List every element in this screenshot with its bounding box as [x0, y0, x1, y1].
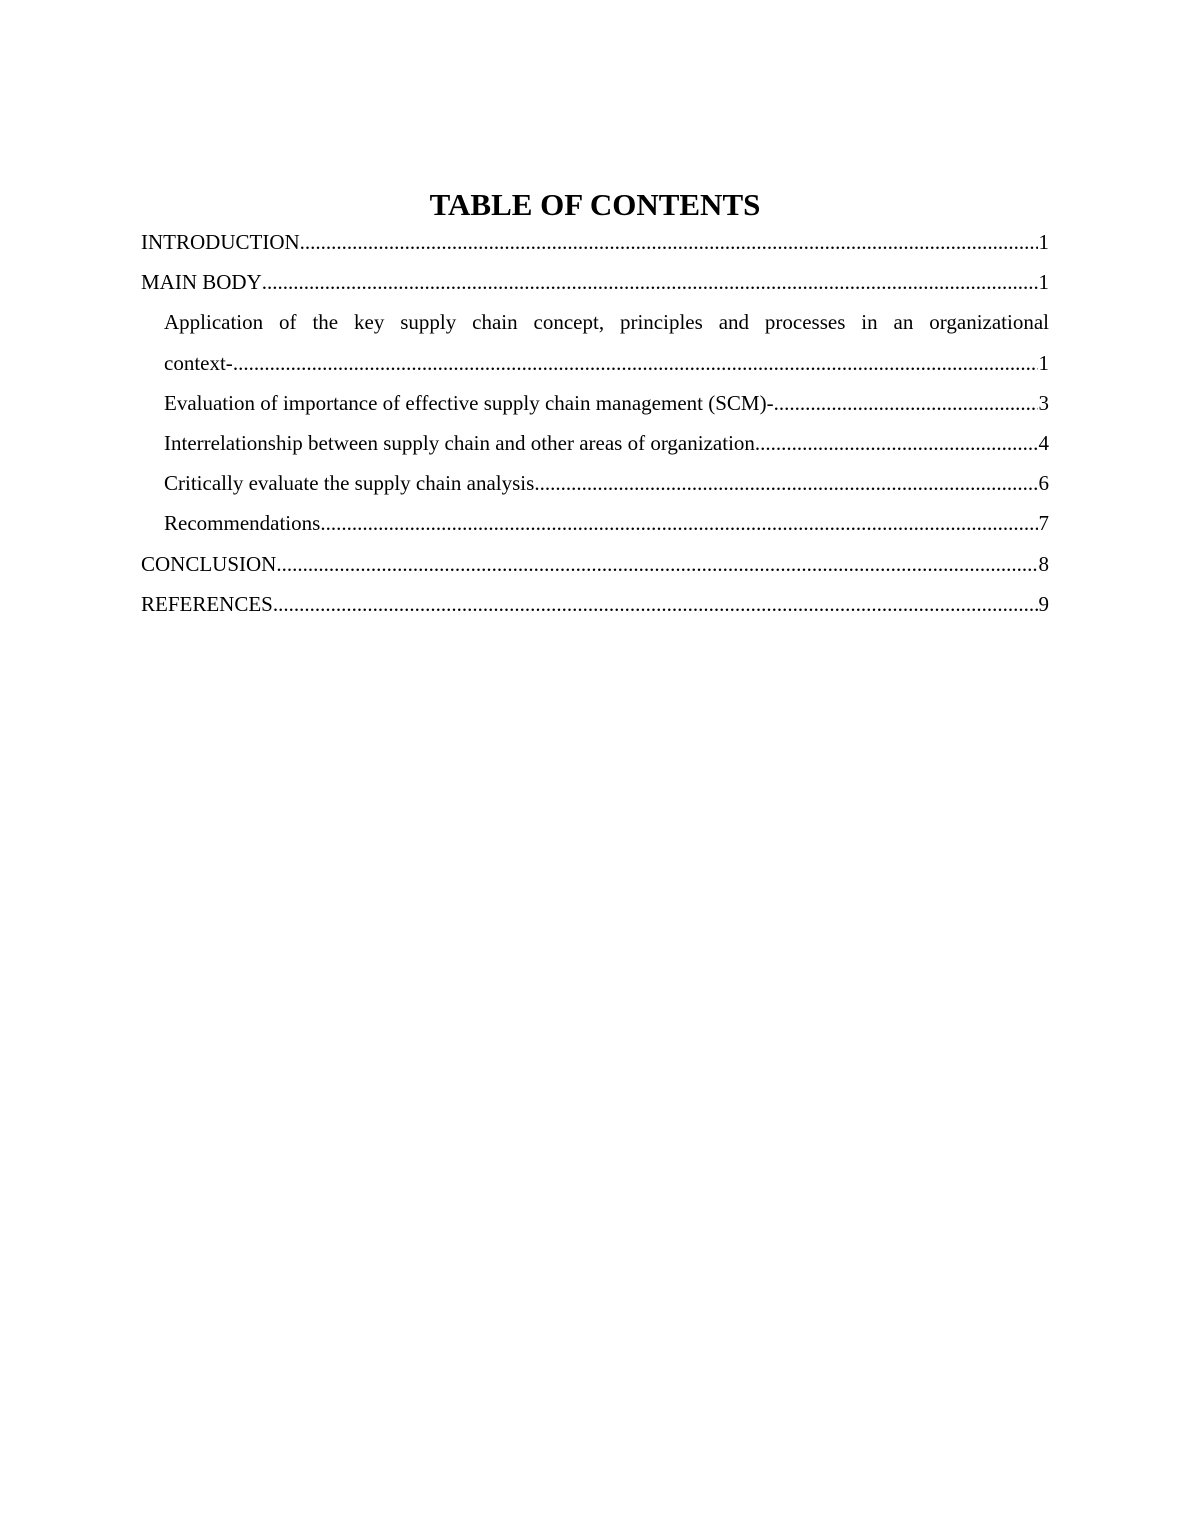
dot-leader — [262, 262, 1038, 302]
toc-entry-label: Critically evaluate the supply chain analysis — [164, 471, 535, 496]
toc-entry-label-line2: context- — [164, 350, 233, 375]
toc-entry-page: 1 — [1038, 270, 1049, 295]
table-of-contents — [141, 222, 1049, 624]
toc-entry-recommendations[interactable] — [141, 503, 1049, 543]
toc-entry-page: 6 — [1038, 471, 1049, 496]
toc-entry-evaluation[interactable] — [141, 383, 1049, 423]
toc-entry-application[interactable] — [141, 302, 1049, 382]
toc-entry-page: 1 — [1038, 350, 1049, 375]
toc-entry-label: INTRODUCTION — [141, 230, 300, 254]
dot-leader — [273, 584, 1038, 624]
toc-entry-interrelationship[interactable] — [141, 423, 1049, 463]
toc-entry-main-body[interactable] — [141, 262, 1049, 302]
toc-entry-label-line1: Application of the key supply chain concept, principles and processes in an organizational — [164, 310, 1049, 335]
toc-entry-page: 8 — [1038, 551, 1049, 576]
toc-entry-line2 — [164, 343, 1049, 383]
toc-entry-label: REFERENCES — [141, 591, 273, 616]
toc-entry-references[interactable] — [141, 584, 1049, 624]
dot-leader — [755, 423, 1038, 463]
toc-entry-page: 3 — [1038, 390, 1049, 415]
toc-entry-page: 9 — [1038, 591, 1049, 616]
toc-entry-label: Interrelationship between supply chain and other areas of organization — [164, 430, 755, 455]
dot-leader — [233, 343, 1038, 383]
toc-title: TABLE OF CONTENTS — [429, 187, 761, 222]
dot-leader — [276, 544, 1037, 584]
toc-entry-introduction[interactable] — [141, 222, 1049, 262]
toc-entry-conclusion[interactable] — [141, 544, 1049, 584]
toc-entry-label: Evaluation of importance of effective supply chain management (SCM)- — [164, 390, 774, 415]
toc-entry-page: 1 — [1038, 230, 1049, 254]
toc-entry-label: Recommendations — [164, 511, 321, 536]
toc-entry-label: CONCLUSION — [141, 551, 277, 576]
toc-entry-critical-evaluation[interactable] — [141, 463, 1049, 503]
dot-leader — [320, 503, 1037, 543]
dot-leader — [534, 463, 1037, 503]
toc-entry-label: MAIN BODY — [141, 270, 262, 295]
dot-leader — [300, 222, 1038, 262]
dot-leader — [774, 383, 1038, 423]
toc-entry-page: 4 — [1038, 430, 1049, 455]
toc-entry-page: 7 — [1038, 511, 1049, 536]
